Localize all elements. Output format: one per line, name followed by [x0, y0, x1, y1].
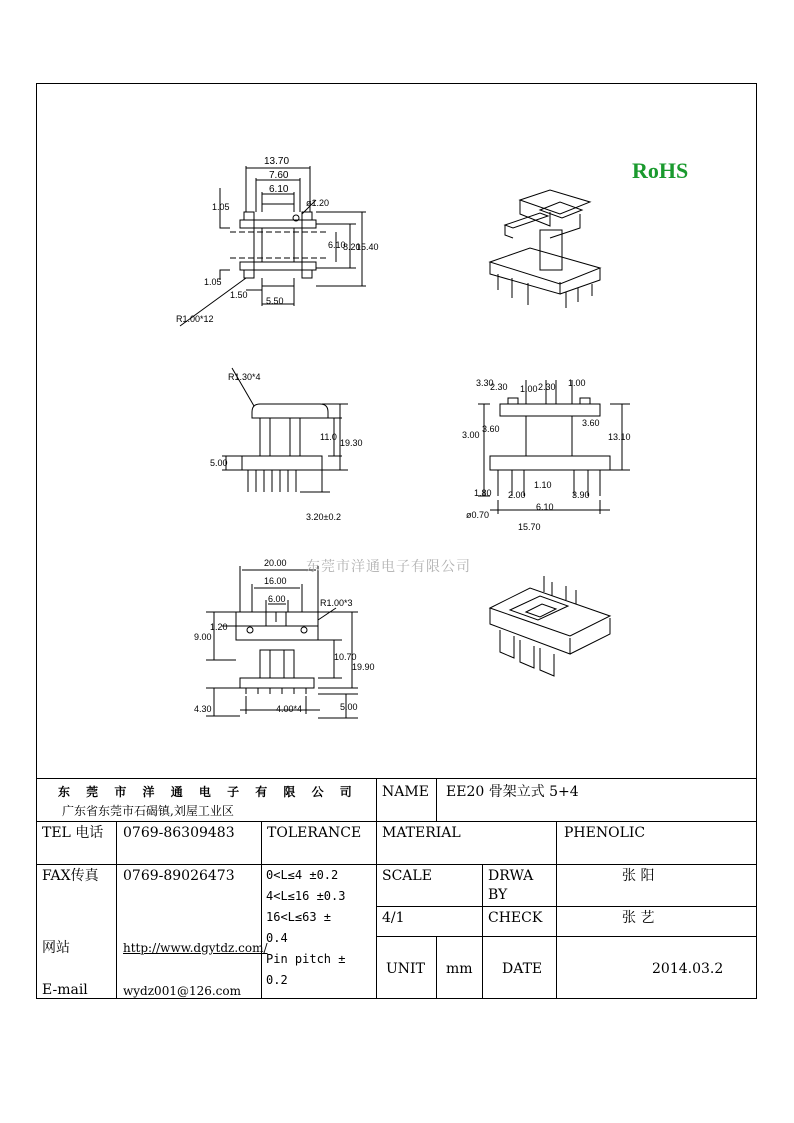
dim-label: ø0.70	[466, 510, 490, 520]
dim-label: 1.05	[204, 277, 222, 287]
scale-label: SCALE	[382, 868, 432, 884]
tolerance-line: Pin pitch ±	[266, 952, 346, 966]
dim-label: 6.10	[536, 502, 554, 512]
tolerance-line: 4<L≤16 ±0.3	[266, 889, 346, 903]
dim-label: 1.05	[212, 202, 230, 212]
dim-label: 20.00	[264, 558, 287, 568]
dim-label: 3.90	[572, 490, 590, 500]
dim-label: 3.20±0.2	[306, 512, 341, 522]
dim-label: 2.30	[538, 382, 556, 392]
fax-value: 0769-89026473	[123, 868, 235, 884]
fax-label: FAX传真	[42, 868, 99, 884]
dim-label: 9.00	[194, 632, 212, 642]
dim-label: 19.30	[340, 438, 363, 448]
dim-label: R1.00*3	[320, 598, 353, 608]
dim-label: 1.80	[474, 488, 492, 498]
dim-label: 5.00	[340, 702, 358, 712]
isometric-view-2	[490, 576, 610, 676]
drawn-by-label-2: BY	[488, 887, 508, 903]
isometric-view-1	[490, 190, 600, 308]
dim-label: 1.00	[568, 378, 586, 388]
rohs-label: RoHS	[632, 158, 689, 183]
dim-label: 5.50	[266, 296, 284, 306]
dim-label: 15.70	[518, 522, 541, 532]
dim-label: 2.00	[508, 490, 526, 500]
dim-label: 1.50	[230, 290, 248, 300]
tolerance-line: 0.2	[266, 973, 288, 987]
dim-label: 3.00	[462, 430, 480, 440]
dim-label: 1.20	[210, 622, 228, 632]
watermark: 东莞市洋通电子有限公司	[306, 559, 471, 575]
dim-label: 1.10	[534, 480, 552, 490]
bottom-view-outline	[206, 566, 358, 718]
dim-label: 11.0	[320, 432, 337, 442]
dim-label: 3.30	[476, 378, 494, 388]
website-label: 网站	[42, 940, 70, 956]
dim-label: R1.30*4	[228, 372, 261, 382]
dim-label: 19.90	[352, 662, 375, 672]
dim-label: 13.70	[264, 156, 290, 167]
dim-label: 6.10	[269, 184, 289, 195]
dim-label: 5.00	[210, 458, 228, 468]
tolerance-line: 0<L≤4 ±0.2	[266, 868, 339, 882]
dim-label: 3.60	[582, 418, 600, 428]
dim-label: R1.00*12	[176, 314, 214, 324]
tel-value: 0769-86309483	[123, 825, 235, 841]
company-address: 广东省东莞市石碣镇,刘屋工业区	[62, 804, 234, 818]
tel-label: TEL 电话	[42, 825, 104, 841]
side-view-outline	[222, 368, 348, 492]
dim-label: 4.00*4	[276, 704, 303, 714]
material-value: PHENOLIC	[564, 825, 646, 841]
front-view-outline	[478, 380, 630, 514]
dim-label: 3.60	[482, 424, 500, 434]
dim-label: 16.00	[264, 576, 287, 586]
dim-label: 1.00	[520, 384, 538, 394]
unit-value: mm	[446, 961, 473, 977]
drawn-by-label-1: DRWA	[488, 868, 534, 884]
company-name: 东 莞 市 洋 通 电 子 有 限 公 司	[58, 785, 358, 799]
date-value: 2014.03.2	[652, 961, 724, 977]
email-value: wydz001@126.com	[123, 984, 242, 998]
dim-label: ø1.20	[306, 198, 330, 208]
drawn-by-value: 张 阳	[622, 868, 655, 884]
tolerance-line: 16<L≤63 ±	[266, 910, 332, 924]
scale-value: 4/1	[382, 910, 405, 926]
dim-label: 15.40	[356, 242, 379, 252]
dim-label: 4.30	[194, 704, 212, 714]
checked-by-value: 张 艺	[622, 910, 655, 926]
date-label: DATE	[502, 961, 543, 977]
website-link[interactable]: http://www.dgytdz.com/	[123, 941, 268, 955]
dim-label: 10.70	[334, 652, 357, 662]
dim-label: 6.00	[268, 594, 286, 604]
check-label: CHECK	[488, 910, 543, 926]
dim-label: 6.10	[328, 240, 346, 250]
part-name: EE20 骨架立式 5+4	[446, 784, 579, 800]
tolerance-label: TOLERANCE	[267, 825, 362, 841]
tolerance-line: 0.4	[266, 931, 288, 945]
dim-label: 2.30	[490, 382, 508, 392]
dim-label: 7.60	[269, 170, 289, 181]
unit-label: UNIT	[386, 961, 425, 977]
dim-label: 8.20	[343, 242, 361, 252]
tolerance-list	[266, 865, 376, 991]
title-block	[36, 778, 757, 999]
material-label: MATERIAL	[382, 825, 461, 841]
dim-label: 13.10	[608, 432, 631, 442]
name-label: NAME	[382, 784, 429, 800]
email-label: E-mail	[42, 982, 88, 998]
